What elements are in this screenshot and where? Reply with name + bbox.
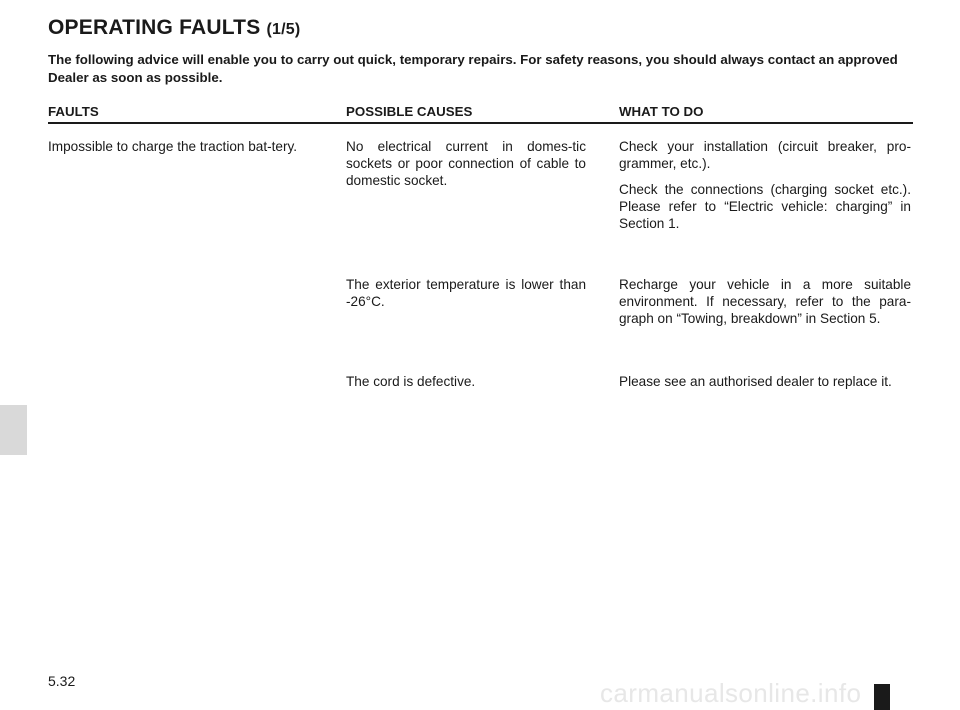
row-1-action-1: Check your installation (circuit breaker, pro-grammer, etc.). — [619, 139, 911, 171]
row-2-action-1: Recharge your vehicle in a more suitable environment. If necessary, refer to the para-graph on “Towing, breakdown” in Section 5. — [619, 277, 911, 326]
row-3-actions — [619, 373, 911, 399]
page-title — [48, 16, 300, 40]
page-title-part: (1/5) — [266, 21, 301, 38]
row-1-actions — [619, 138, 911, 241]
row-3-cause: The cord is defective. — [346, 374, 476, 389]
row-1-fault: Impossible to charge the traction bat-tery. — [48, 139, 298, 154]
intro-text: The following advice will enable you to carry out quick, temporary repairs. For safety reasons, you should always contact an approved Dealer as soon as possible. — [48, 52, 898, 85]
row-1-cause: No electrical current in domes-tic sockets or poor connection of cable to domestic socket. — [346, 139, 586, 188]
column-header-causes: POSSIBLE CAUSES — [346, 104, 473, 119]
watermark: carmanualsonline.info — [600, 678, 862, 708]
column-header-faults: FAULTS — [48, 104, 99, 119]
page-title-main: OPERATING FAULTS — [48, 16, 261, 39]
page-corner-mark — [874, 684, 890, 710]
row-2-cause: The exterior temperature is lower than -26°C. — [346, 277, 586, 309]
page-number: 5.32 — [48, 673, 76, 689]
row-3-action-1: Please see an authorised dealer to replace it. — [619, 374, 892, 389]
row-1-action-2: Check the connections (charging socket etc.). Please refer to “Electric vehicle: charging” in Section 1. — [619, 182, 911, 231]
row-2-actions — [619, 276, 911, 336]
table-header — [48, 104, 913, 124]
column-header-actions: WHAT TO DO — [619, 104, 704, 119]
section-tab — [0, 405, 27, 455]
